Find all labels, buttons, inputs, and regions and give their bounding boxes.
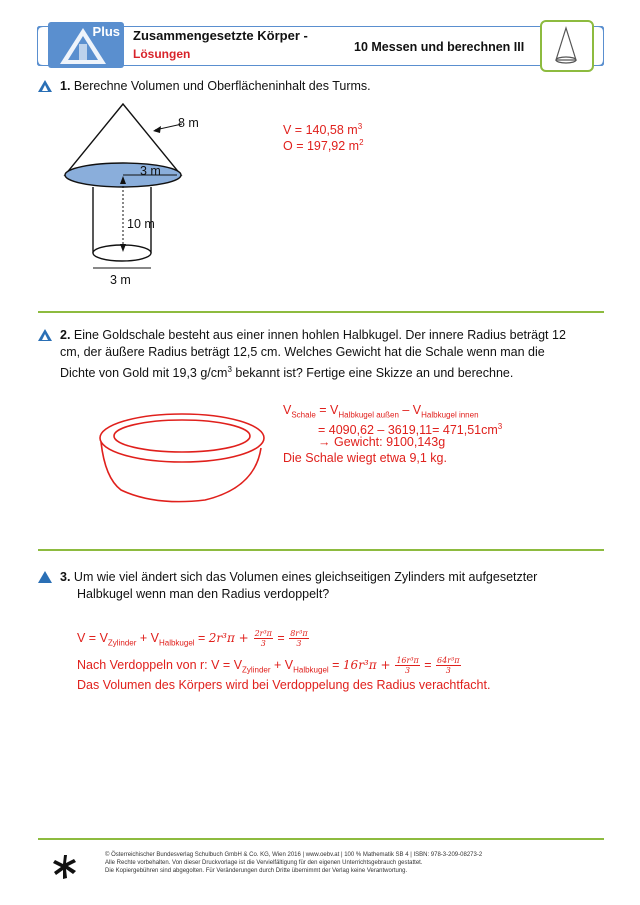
question-number: 2. (60, 328, 71, 342)
cone-icon (542, 22, 592, 70)
section-divider (38, 838, 604, 840)
publisher-logo-icon (52, 854, 78, 880)
footer-copyright: © Österreichischer Bundesverlag Schulbuch GmbH & Co. KG, Wien 2016 | www.oebv.at | 100 % Mathematik SB 4 | ISBN: 978-3-209-08273-2 Alle Rechte vorbehalten. Von dieser Druckvorlage ist die Vervielfältigung für den eigenen Unterrichtsgebrauch gestattet. Die Kopiergebühren sind abgegolten. Für Veränderungen durch Dritte übernimmt der Verlag keine Verantwortung. (105, 852, 483, 874)
page-title: Zusammengesetzte Körper - (133, 28, 308, 43)
bowl-sketch (95, 408, 275, 508)
question-text: Berechne Volumen und Oberflächeninhalt des Turms. (73, 79, 371, 93)
page-subtitle: Lösungen (133, 47, 191, 61)
question-text-line1: Eine Goldschale besteht aus einer innen hohlen Halbkugel. Der innere Radius beträgt 12 (73, 328, 566, 342)
tower-diagram (55, 100, 255, 290)
height-label: 10 m (127, 217, 155, 231)
radius-label: 3 m (140, 164, 161, 178)
question-number: 3. (60, 570, 71, 584)
answer-surface: O = 197,92 $m^2$ (283, 138, 364, 154)
answer-volume-value: = $4090,62 - 3619,11= 471,51cm^3$ (318, 422, 503, 438)
answer-volume-formula: $V_{Schale} = V_{Halbkugel außen} - V_{Halbkugel innen}$ (283, 403, 479, 420)
difficulty-level-icon (38, 80, 52, 92)
question-text-line3: Dichte von Gold mit 19,3 $g/cm^3$ bekannt ist? Fertige eine Skizze an und berechne. (60, 365, 514, 381)
question-text-line2: Halbkugel wenn man den Radius verdoppelt? (77, 587, 330, 601)
section-divider (38, 311, 604, 313)
slant-label: 8 m (178, 116, 199, 130)
logo-label: Plus (92, 24, 120, 39)
question-text-line1: Um wie viel ändert sich das Volumen eines gleichseitigen Zylinders mit aufgesetzter (73, 570, 538, 584)
question-text-line2: cm, der äußere Radius beträgt 12,5 cm. Welches Gewicht hat die Schale wenn man die (60, 345, 545, 359)
chapter-title: 10 Messen und berechnen III (354, 40, 525, 54)
difficulty-level-icon (38, 329, 52, 341)
cone-icon-box (540, 20, 594, 72)
section-divider (38, 549, 604, 551)
answer-conclusion: Die Schale wiegt etwa 9,1 kg. (283, 451, 447, 465)
answer-volume: V = 140,58 $m^3$ (283, 122, 363, 138)
answer-conclusion: Das Volumen des Körpers wird bei Verdoppelung des Radius verachtfacht. (77, 678, 491, 692)
equation-original: $V = V_{Zylinder} + V_{Halbkugel} = 2r^3\pi$ + $\frac{\text{2r³π}}{3}$ = $\frac{\text{8r³π}}{3}$ (77, 629, 308, 648)
base-label: 3 m (110, 273, 131, 287)
difficulty-level-icon (38, 571, 52, 583)
plus-logo (48, 22, 124, 68)
equation-doubled: Nach Verdoppeln von r: $V = V_{Zylinder} + V_{Halbkugel} = 16r^3\pi$ + $\frac{\text{16r³π}}{3}$ = $\frac{\text{64r³π}}{3}$ (77, 656, 460, 675)
answer-weight: → Gewicht: 9100,143g (318, 435, 446, 449)
question-number: 1. (60, 79, 71, 93)
